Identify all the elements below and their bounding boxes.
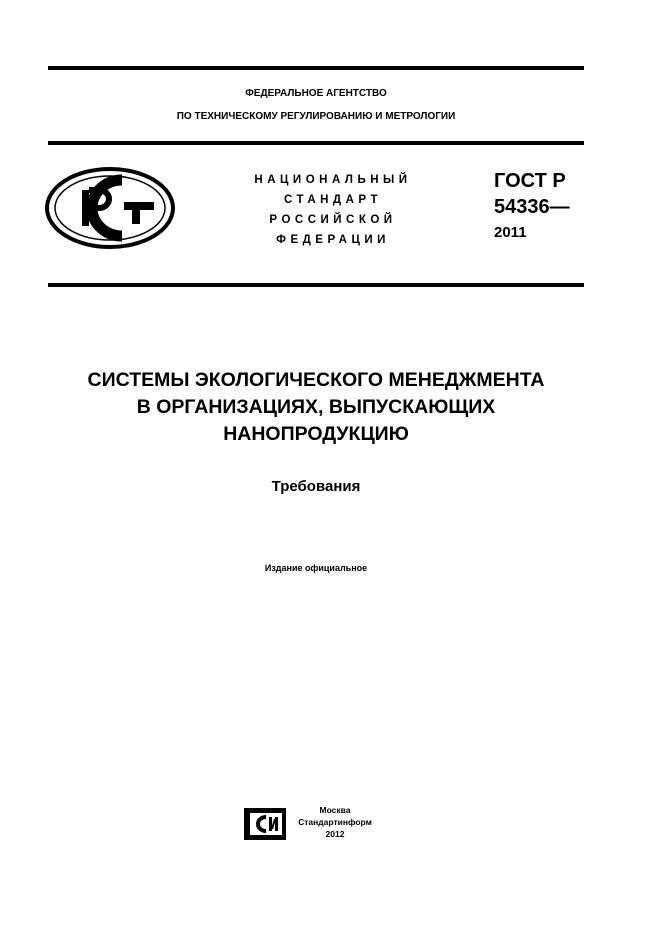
national-line-3: РОССИЙСКОЙ (269, 214, 397, 226)
agency-line-1: ФЕДЕРАЛЬНОЕ АГЕНТСТВО (245, 88, 387, 99)
publisher-info (294, 804, 376, 840)
edition-note: Издание официальное (264, 563, 368, 573)
publisher-year: 2012 (325, 829, 345, 839)
standartinform-logo-icon (244, 808, 286, 840)
document-subtitle: Требования (271, 478, 361, 495)
title-line-2: В ОРГАНИЗАЦИЯХ, ВЫПУСКАЮЩИХ (136, 396, 496, 418)
rst-logo-icon (44, 166, 176, 250)
document-title (48, 367, 584, 448)
publisher-name: Стандартинформ (298, 817, 372, 827)
standard-code-line-2: 54336— (494, 196, 570, 218)
publisher-city: Москва (319, 805, 351, 815)
top-rule (48, 66, 584, 70)
middle-rule (48, 283, 584, 287)
agency-line-2: ПО ТЕХНИЧЕСКОМУ РЕГУЛИРОВАНИЮ И МЕТРОЛОГИИ (176, 111, 456, 122)
standard-code-year: 2011 (494, 224, 527, 241)
national-line-2: СТАНДАРТ (284, 194, 382, 206)
national-line-1: НАЦИОНАЛЬНЫЙ (254, 174, 412, 186)
title-line-1: СИСТЕМЫ ЭКОЛОГИЧЕСКОГО МЕНЕДЖМЕНТА (87, 369, 545, 391)
national-line-4: ФЕДЕРАЦИИ (276, 234, 390, 246)
standard-code-line-1: ГОСТ Р (494, 170, 566, 192)
title-line-3: НАНОПРОДУКЦИЮ (223, 423, 409, 445)
header-rule (48, 141, 584, 145)
